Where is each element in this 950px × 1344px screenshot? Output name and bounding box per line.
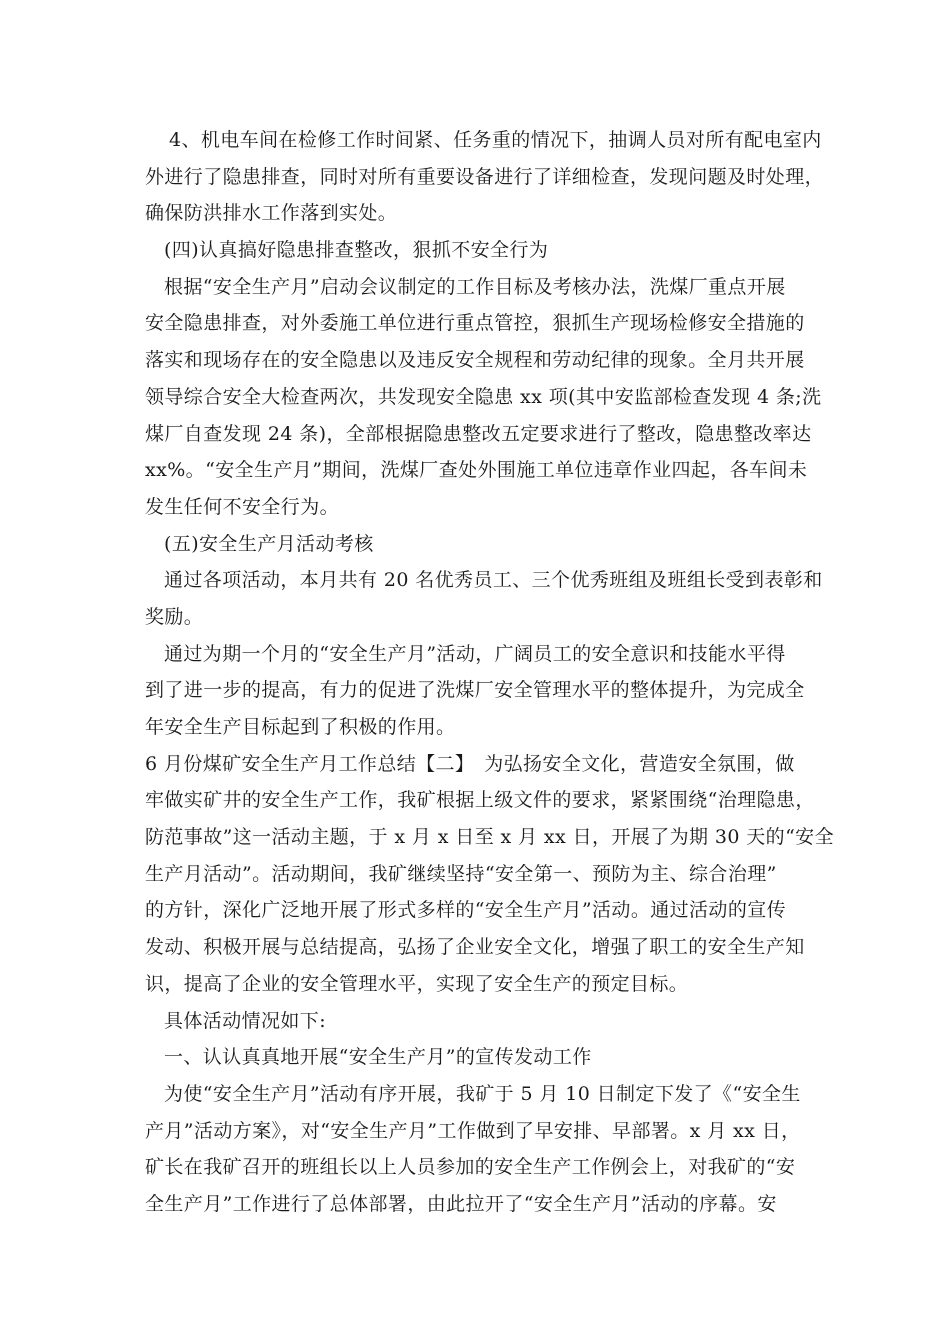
text-line: 具体活动情况如下: <box>164 1009 327 1032</box>
text-line: 全生产月”工作进行了总体部署，由此拉开了“安全生产月”活动的序幕。安 <box>145 1192 777 1215</box>
text-line: 4、机电车间在检修工作时间紧、任务重的情况下，抽调人员对所有配电室内 <box>169 129 822 151</box>
text-line: 识，提高了企业的安全管理水平，实现了安全生产的预定目标。 <box>145 972 689 995</box>
text-line: 牢做实矿井的安全生产工作，我矿根据上级文件的要求，紧紧围绕“治理隐患， <box>145 789 815 812</box>
text-line: 的方针，深化广泛地开展了形式多样的“安全生产月”活动。通过活动的宣传 <box>145 899 787 922</box>
text-line: 为使“安全生产月”活动有序开展，我矿于 5 月 10 日制定下发了《“安全生 <box>164 1082 801 1105</box>
text-line: 外进行了隐患排查，同时对所有重要设备进行了详细检查，发现问题及时处理， <box>145 165 825 188</box>
text-line: 煤厂自查发现 24 条)，全部根据隐患整改五定要求进行了整改，隐患整改率达 <box>145 422 812 445</box>
section-title-line: 6 月份煤矿安全生产月工作总结【二】 为弘扬安全文化，营造安全氛围，做 <box>145 752 795 775</box>
text-line: 发生任何不安全行为。 <box>145 495 340 518</box>
text-line: 领导综合安全大检查两次，共发现安全隐患 xx 项(其中安监部检查发现 4 条;洗 <box>145 385 822 408</box>
text-line: 矿长在我矿召开的班组长以上人员参加的安全生产工作例会上，对我矿的“安 <box>145 1156 796 1179</box>
section-heading: (四)认真搞好隐患排查整改，狠抓不安全行为 <box>164 239 549 262</box>
document-body <box>145 122 834 1223</box>
text-line: 发动、积极开展与总结提高，弘扬了企业安全文化，增强了职工的安全生产知 <box>145 936 805 959</box>
text-line: 落实和现场存在的安全隐患以及违反安全规程和劳动纪律的现象。全月共开展 <box>145 349 805 372</box>
text-line: 通过各项活动，本月共有 20 名优秀员工、三个优秀班组及班组长受到表彰和 <box>164 569 823 592</box>
text-line: 根据“安全生产月”启动会议制定的工作目标及考核办法，洗煤厂重点开展 <box>164 275 786 298</box>
text-line: 生产月活动”。活动期间，我矿继续坚持“安全第一、预防为主、综合治理” <box>145 862 777 885</box>
section-heading: (五)安全生产月活动考核 <box>164 532 374 555</box>
text-line: 到了进一步的提高，有力的促进了洗煤厂安全管理水平的整体提升，为完成全 <box>145 679 805 702</box>
section-heading: 一、认认真真地开展“安全生产月”的宣传发动工作 <box>164 1046 592 1069</box>
text-line: 防范事故”这一活动主题，于 x 月 x 日至 x 月 xx 日，开展了为期 30 天的“安全 <box>145 826 834 849</box>
text-line: xx%。“安全生产月”期间，洗煤厂查处外围施工单位违章作业四起，各车间未 <box>145 459 808 482</box>
text-line: 产月”活动方案》，对“安全生产月”工作做到了早安排、早部署。x 月 xx 日， <box>145 1119 801 1142</box>
text-line: 通过为期一个月的“安全生产月”活动，广阔员工的安全意识和技能水平得 <box>164 642 786 665</box>
text-line: 年安全生产目标起到了积极的作用。 <box>145 716 456 738</box>
text-line: 确保防洪排水工作落到实处。 <box>145 202 398 225</box>
text-line: 奖励。 <box>145 605 204 628</box>
text-line: 安全隐患排查，对外委施工单位进行重点管控，狠抓生产现场检修安全措施的 <box>145 312 805 335</box>
